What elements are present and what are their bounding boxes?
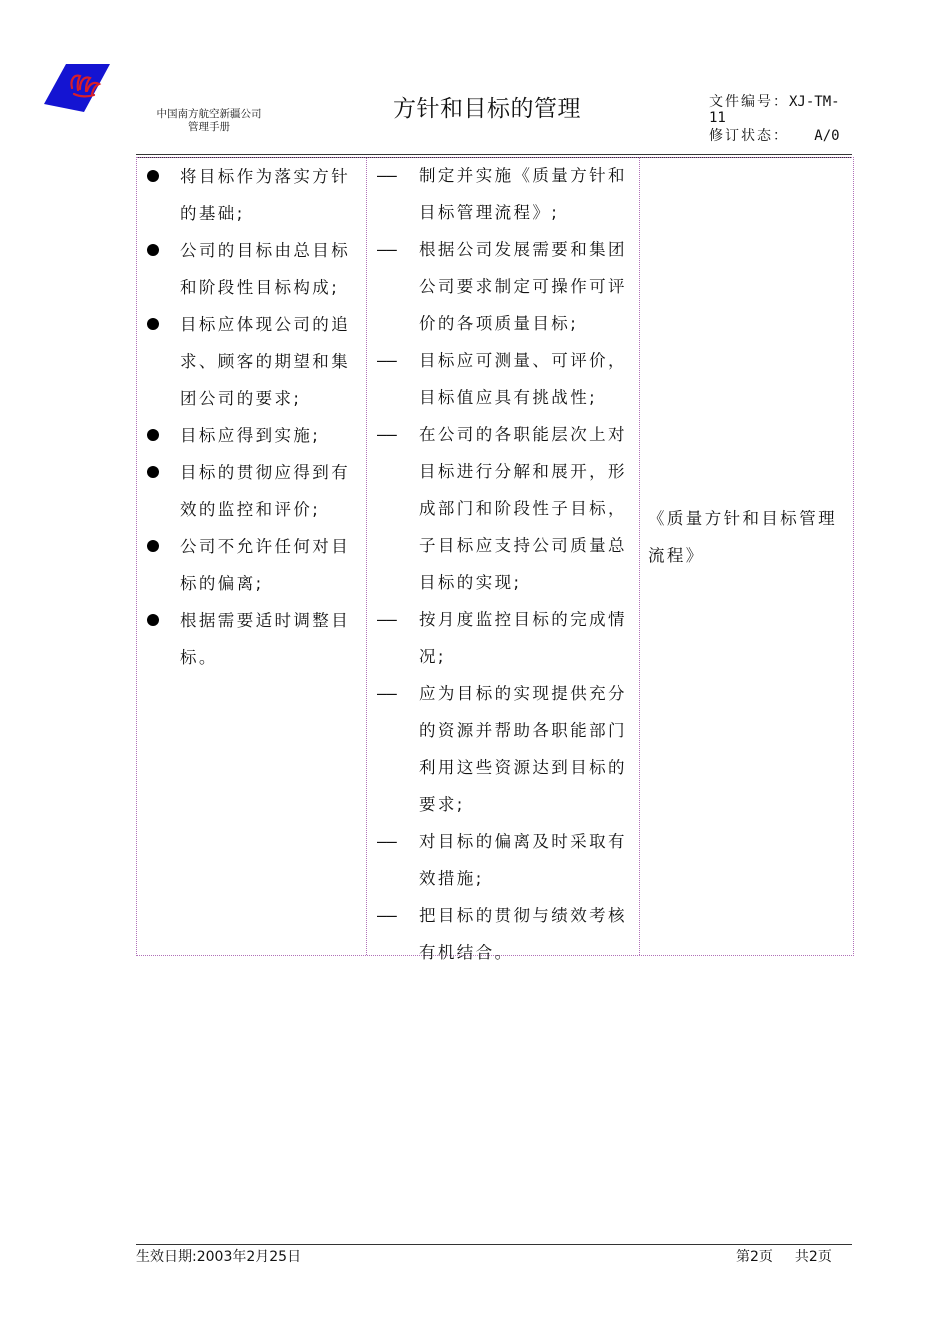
list-item — [137, 602, 366, 676]
page-title: 方针和目标的管理 — [393, 96, 581, 122]
principles-column — [137, 158, 366, 955]
dash-marker: —— — [377, 425, 397, 444]
actions-column — [366, 158, 640, 962]
list-item — [377, 601, 632, 675]
list-item — [137, 454, 366, 528]
bullet-icon — [147, 244, 159, 256]
list-item — [137, 306, 366, 417]
principle-text: 目标应体现公司的追求、顾客的期望和集团公司的要求; — [180, 315, 351, 408]
bullet-icon — [147, 170, 159, 182]
dash-marker: —— — [377, 166, 397, 185]
dash-marker: —— — [377, 240, 397, 259]
principles-list — [137, 158, 366, 676]
effective-date: 生效日期:2003年2月25日 — [136, 1249, 302, 1265]
bullet-icon — [147, 614, 159, 626]
bullet-icon — [147, 429, 159, 441]
page-current: 第2页 — [736, 1249, 773, 1265]
principle-text: 目标应得到实施; — [180, 426, 321, 445]
list-item — [137, 528, 366, 602]
footer-rule — [136, 1244, 852, 1245]
content-table — [136, 157, 854, 962]
revision-value: A/0 — [814, 128, 840, 144]
list-item — [377, 897, 632, 971]
action-text: 在公司的各职能层次上对目标进行分解和展开，形成部门和阶段性子目标，子目标应支持公司质量总目标的实现; — [419, 425, 627, 592]
principle-text: 根据需要适时调整目标。 — [180, 611, 351, 667]
action-text: 对目标的偏离及时采取有效措施; — [419, 832, 627, 888]
actions-list — [377, 157, 632, 971]
company-name — [146, 108, 272, 134]
company-name-line2: 管理手册 — [188, 121, 230, 133]
list-item — [377, 157, 632, 231]
principle-text: 将目标作为落实方针的基础; — [180, 167, 351, 223]
action-text: 目标应可测量、可评价，目标值应具有挑战性; — [419, 351, 627, 407]
doc-number-value: XJ-TM- — [789, 94, 840, 110]
page-number — [736, 1246, 832, 1266]
list-item — [137, 158, 366, 232]
document-meta — [709, 94, 869, 144]
list-item — [377, 342, 632, 416]
bullet-icon — [147, 466, 159, 478]
dash-marker: —— — [377, 832, 397, 851]
action-text: 根据公司发展需要和集团公司要求制定可操作可评价的各项质量目标; — [419, 240, 627, 333]
page-total: 共2页 — [794, 1249, 832, 1265]
list-item — [377, 231, 632, 342]
list-item — [137, 232, 366, 306]
airline-logo-icon — [44, 64, 110, 112]
action-text: 按月度监控目标的完成情况; — [419, 610, 627, 666]
dash-marker: —— — [377, 684, 397, 703]
header-rule — [136, 154, 852, 155]
company-name-line1: 中国南方航空新疆公司 — [156, 108, 262, 120]
list-item — [137, 417, 366, 454]
action-text: 应为目标的实现提供充分的资源并帮助各职能部门利用这些资源达到目标的要求; — [419, 684, 627, 814]
principle-text: 公司不允许任何对目标的偏离; — [180, 537, 351, 593]
action-text: 把目标的贯彻与绩效考核有机结合。 — [419, 906, 627, 962]
dash-marker: —— — [377, 351, 397, 370]
bullet-icon — [147, 318, 159, 330]
list-item — [377, 416, 632, 601]
reference-column — [639, 158, 853, 955]
revision-label: 修订状态： — [709, 128, 789, 144]
principle-text: 目标的贯彻应得到有效的监控和评价; — [180, 463, 351, 519]
principle-text: 公司的目标由总目标和阶段性目标构成; — [180, 241, 351, 297]
dash-marker: —— — [377, 610, 397, 629]
doc-number-label: 文件编号： — [709, 94, 789, 110]
list-item — [377, 675, 632, 823]
bullet-icon — [147, 540, 159, 552]
list-item — [377, 823, 632, 897]
doc-number-value-cont: 11 — [709, 110, 726, 126]
dash-marker: —— — [377, 906, 397, 925]
reference-document: 《质量方针和目标管理流程》 — [648, 509, 837, 565]
action-text: 制定并实施《质量方针和目标管理流程》; — [419, 166, 627, 222]
